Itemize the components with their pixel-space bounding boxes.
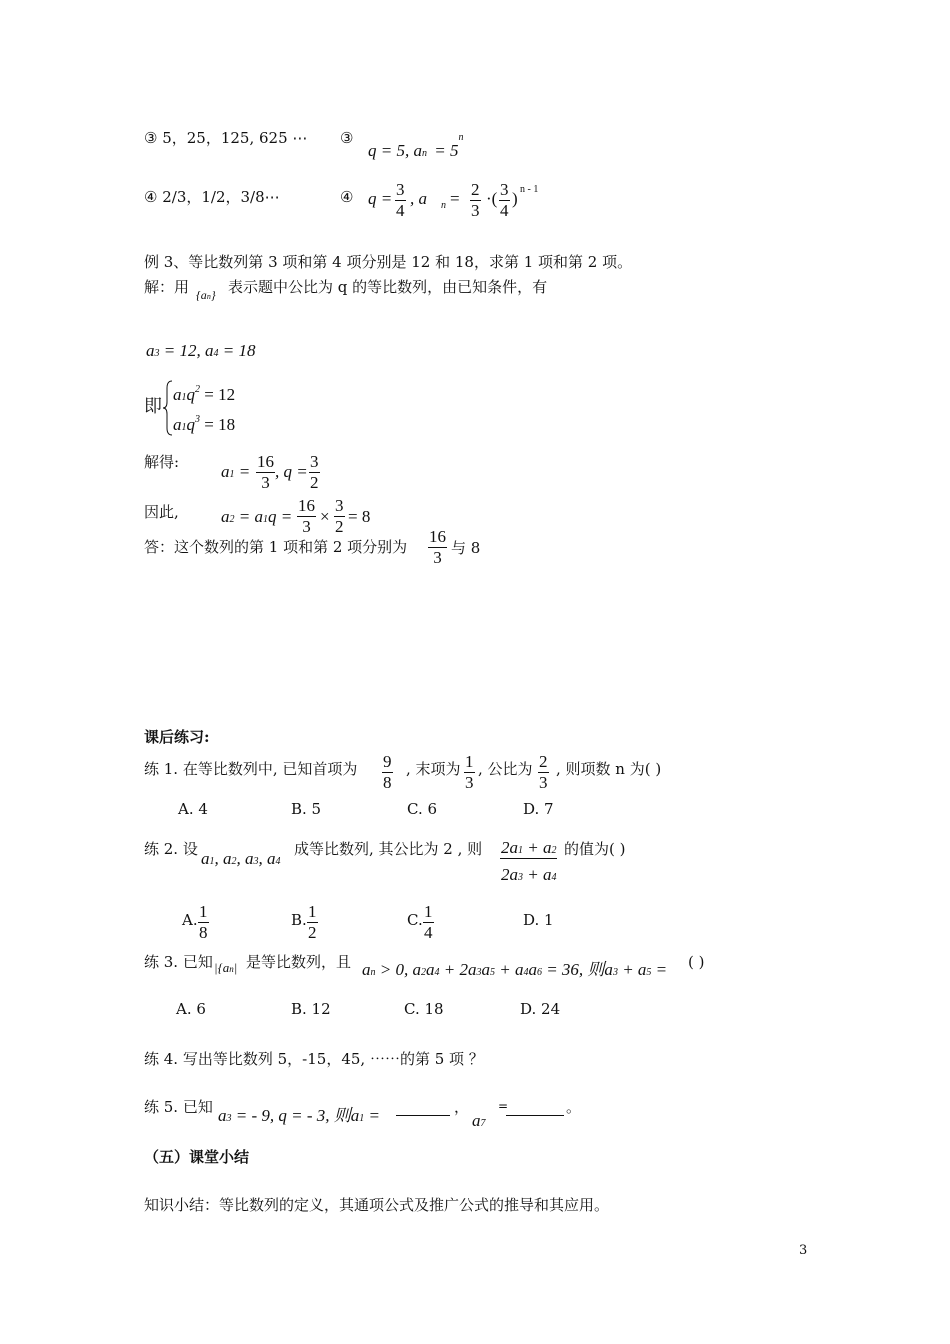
p5-blank-a1[interactable] [396,1115,450,1116]
p2-mid: 成等比数列, 其公比为 2 , 则 [294,840,483,858]
p3-prefix: 练 3. 已知 [144,953,213,971]
jiede-label: 解得: [144,453,180,471]
formula-4-eq: = [450,189,460,208]
solution-prefix: 解：用 [144,278,190,296]
frac-16-3: $\frac{16}{3}$ [257,452,274,492]
summary-title: （五）课堂小结 [144,1148,250,1166]
p1-mid1: , 末项为 [406,760,461,778]
answer-prefix: 答：这个数列的第 1 项和第 2 项分别为 [144,538,408,556]
formula-4-sup: n - 1 [520,184,539,195]
system-brace [163,380,171,436]
frac-3-4-b: $\frac{3}{4}$ [500,180,509,220]
p2-option-d: D. 1 [523,911,554,929]
ji-label: 即 [144,396,162,417]
sequence-4: ④ 2/3，1/2，3/8⋯ [144,188,280,206]
p5-a7: a7 [472,1111,486,1130]
formula-4-q: q = [368,189,393,208]
p2-option-a-frac: $\frac{1}{8}$ [199,902,208,942]
formula-4-dot: ·( [486,189,498,208]
p1-prefix: 练 1. 在等比数列中, 已知首项为 [144,760,358,778]
p3-option-a: A. 6 [176,1000,206,1018]
p3-set: |{an| [214,960,238,975]
a2-result: = 8 [348,507,371,526]
sol-q: , q = [275,462,308,481]
p3-option-b: B. 12 [291,1000,331,1018]
p5-end: 。 [566,1098,582,1116]
frac-2-3: $\frac{2}{3}$ [471,180,480,220]
answer-suffix: 与 8 [451,539,481,557]
homework-title: 课后练习: [144,728,210,746]
sequence-3-label: ③ [340,129,354,147]
p3-condition: an > 0, a2a4 + 2a3a5 + a4a6 = 36, 则a3 + a5 = [362,960,668,979]
p1-option-d: D. 7 [523,800,554,818]
answer-frac: $\frac{16}{3}$ [429,527,446,567]
formula-4-sub: n [441,200,446,211]
p1-frac-2-3: $\frac{2}{3}$ [539,752,548,792]
formula-4-an: , a [410,189,427,208]
frac-3-4: $\frac{3}{4}$ [396,180,405,220]
p1-option-a: A. 4 [178,800,208,818]
solution-suffix: 表示题中公比为 q 的等比数列，由已知条件，有 [228,278,548,296]
p2-option-b-frac: $\frac{1}{2}$ [308,902,317,942]
p5-a7-eq: = [498,1099,509,1113]
p2-option-c: C. [407,911,423,929]
p1-option-c: C. 6 [407,800,438,818]
system-eq-2: $a1q^3 = 18$ [173,414,236,434]
p2-option-c-frac: $\frac{1}{4}$ [424,902,433,942]
p5-blank-a7[interactable] [506,1115,564,1116]
formula-3: q = 5, a n = 5 n [368,132,464,160]
a2-line: a2 = a1q = [221,507,293,526]
p2-big-fraction: $\frac{2a1 + a2}{2a3 + a4}$ [501,838,557,884]
p3-option-c: C. 18 [404,1000,444,1018]
frac-3-2-b: $\frac{3}{2}$ [335,496,344,536]
p1-frac-9-8: $\frac{9}{8}$ [383,752,392,792]
example-3-title: 例 3、等比数列第 3 项和第 4 项分别是 12 和 18，求第 1 项和第 2 项。 [144,253,633,271]
yinci-label: 因此, [144,503,179,521]
sequence-3: ③ 5，25，125, 625 ⋯ [144,129,308,147]
p2-sequence: a1, a2, a3, a4 [201,849,281,868]
p1-option-b: B. 5 [291,800,322,818]
sequence-4-label: ④ [340,188,354,206]
page-number: 3 [799,1243,808,1258]
p2-option-b: B. [291,911,307,929]
p5-comma: ， [454,1098,470,1116]
p3-option-d: D. 24 [520,1000,561,1018]
summary-text: 知识小结：等比数列的定义，其通项公式及推广公式的推导和其应用。 [144,1196,610,1214]
formula-4-close: ) [512,189,518,208]
frac-16-3-b: $\frac{16}{3}$ [298,496,315,536]
p1-mid2: , 公比为 [478,760,533,778]
set-an: {an} [196,288,216,302]
p1-frac-1-3: $\frac{1}{3}$ [465,752,474,792]
p3-mid: 是等比数列，且 [246,953,352,971]
p2-prefix: 练 2. 设 [144,840,198,858]
p2-option-a: A. [182,911,198,929]
sol-a1: a1 = [221,462,251,481]
frac-3-2: $\frac{3}{2}$ [310,452,319,492]
p4-text: 练 4. 写出等比数列 5，-15，45, ⋯⋯的第 5 项 ？ [144,1050,484,1068]
p2-suffix: 的值为( ) [564,840,626,858]
times-sign: × [320,507,330,526]
p5-condition: a3 = - 9, q = - 3, 则a1 = [218,1106,380,1125]
given-values: a3 = 12, a4 = 18 [146,341,256,360]
p5-prefix: 练 5. 已知 [144,1098,213,1116]
p3-paren: ( ) [688,953,705,971]
p1-suffix: , 则项数 n 为( ) [556,760,662,778]
system-eq-1: $a1q^2 = 12$ [173,384,236,404]
